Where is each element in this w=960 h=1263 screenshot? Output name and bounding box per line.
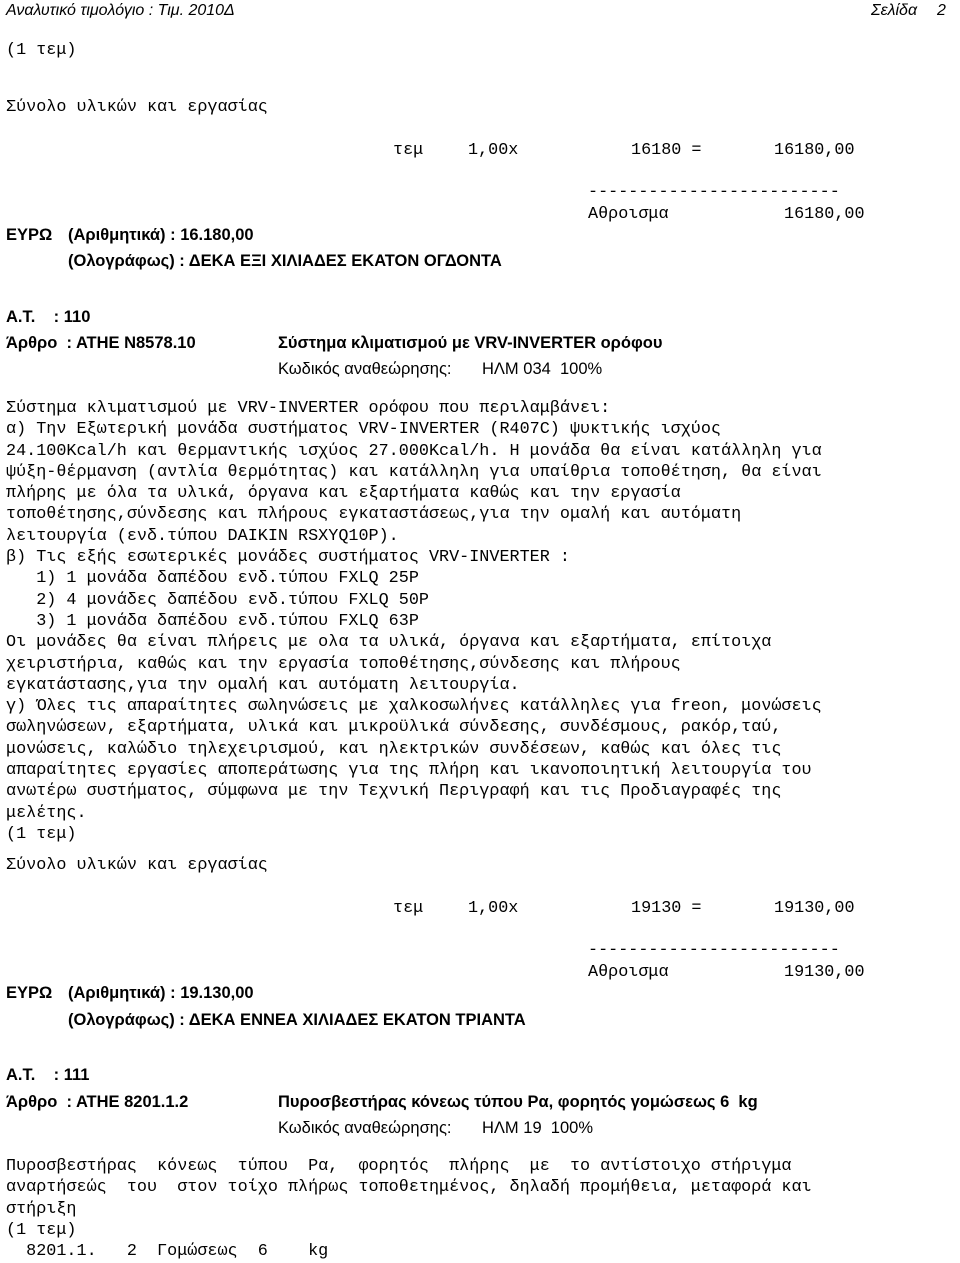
sum-label: Αθροισμα	[588, 205, 669, 224]
item-code: Α.Τ. : 111	[6, 1066, 90, 1084]
calc-qty: 1,00x	[468, 899, 519, 918]
document-header-title: Αναλυτικό τιμολόγιο : Τιμ. 2010Δ	[6, 2, 235, 19]
currency-label: ΕΥΡΩ	[6, 984, 53, 1002]
revision-label: Κωδικός αναθεώρησης:	[278, 360, 452, 378]
description-line: αναρτήσεώς του στον τοίχο πλήρως τοποθετημένος, δηλαδή προμήθεια, μεταφορά και	[6, 1178, 812, 1198]
sum-divider: -------------------------	[588, 183, 840, 202]
description-line: 8201.1. 2 Γομώσεως 6 kg	[6, 1242, 329, 1262]
amount-words: (Ολογράφως) : ΔΕΚΑ ΕΝΝΕΑ ΧΙΛΙΑΔΕΣ ΕΚΑΤΟΝ ΤΡΙΑΝΤΑ	[68, 1011, 526, 1029]
sum-divider: -------------------------	[588, 941, 840, 960]
item-description	[6, 1156, 946, 1262]
description-line: τοποθέτησης,σύνδεσης και πλήρους εγκαταστάσεως,για την ομαλή και αυτόματη	[6, 505, 742, 525]
description-line: πλήρης με όλα τα υλικά, όργανα και εξαρτήματα καθώς και την εργασία	[6, 484, 681, 504]
calc-result: 19130,00	[774, 899, 855, 918]
description-line: γ) Όλες τις απαραίτητες σωληνώσεις με χαλκοσωλήνες κατάλληλες για freon, μονώσεις	[6, 697, 822, 717]
revision-value: ΗΛΜ 034 100%	[482, 360, 603, 378]
calc-price: 16180 =	[631, 141, 702, 160]
sum-label: Αθροισμα	[588, 963, 669, 982]
description-line: χειριστήρια, καθώς και την εργασία τοποθέτησης,σύνδεσης και πλήρους	[6, 654, 681, 674]
sum-value: 16180,00	[784, 205, 865, 224]
description-line: στήριξη	[6, 1199, 77, 1219]
calc-unit: τεμ	[393, 141, 424, 160]
sum-value: 19130,00	[784, 963, 865, 982]
description-line: μονώσεις, καλώδιο τηλεχειρισμού, και ηλεκτρικών συνδέσεων, καθώς και όλες τις	[6, 739, 782, 759]
description-line: απαραίτητες εργασίες αποπεράτωσης για της πλήρη και ικανοποιητική λειτουργία του	[6, 761, 812, 781]
description-line: α) Την Εξωτερική μονάδα συστήματος VRV-INVERTER (R407C) ψυκτικής ισχύος	[6, 420, 721, 440]
amount-numeric: (Αριθμητικά) : 16.180,00	[68, 226, 254, 244]
total-label: Σύνολο υλικών και εργασίας	[6, 856, 268, 875]
calc-price: 19130 =	[631, 899, 702, 918]
description-line: (1 τεμ)	[6, 1220, 77, 1240]
description-line: λειτουργία (ενδ.τύπου DAIKIN RSXYQ10P).	[6, 526, 399, 546]
description-line: Σύστημα κλιματισμού με VRV-INVERTER ορόφου που περιλαμβάνει:	[6, 399, 611, 418]
currency-label: ΕΥΡΩ	[6, 226, 53, 244]
item-title: Πυροσβεστήρας κόνεως τύπου Ρα, φορητός γομώσεως 6 kg	[278, 1093, 758, 1111]
description-line: (1 τεμ)	[6, 824, 77, 844]
description-line: ανωτέρω συστήματος, σύμφωνα με την Τεχνική Περιγραφή και τις Προδιαγραφές της	[6, 782, 782, 802]
item-code: Α.Τ. : 110	[6, 308, 91, 326]
description-line: 1) 1 μονάδα δαπέδου ενδ.τύπου FXLQ 25P	[6, 569, 419, 589]
page-label: Σελίδα	[871, 2, 918, 19]
calc-result: 16180,00	[774, 141, 855, 160]
amount-numeric: (Αριθμητικά) : 19.130,00	[68, 984, 254, 1002]
description-line: 2) 4 μονάδες δαπέδου ενδ.τύπου FXLQ 50P	[6, 590, 429, 610]
article-code: Άρθρο : ΑΤΗΕ 8201.1.2	[6, 1093, 189, 1111]
unit-line: (1 τεμ)	[6, 41, 77, 60]
revision-label: Κωδικός αναθεώρησης:	[278, 1119, 452, 1137]
item-title: Σύστημα κλιματισμού με VRV-INVERTER ορόφου	[278, 334, 663, 352]
description-line: ψύξη-θέρμανση (αντλία θερμότητας) και κατάλληλη για υπαίθρια τοποθέτηση, θα είναι	[6, 462, 822, 482]
description-line: β) Τις εξής εσωτερικές μονάδες συστήματος VRV-INVERTER :	[6, 548, 570, 568]
calc-qty: 1,00x	[468, 141, 519, 160]
description-line: εγκατάστασης,για την ομαλή και αυτόματη λειτουργία.	[6, 675, 520, 695]
description-line: 3) 1 μονάδα δαπέδου ενδ.τύπου FXLQ 63P	[6, 611, 419, 631]
calc-unit: τεμ	[393, 899, 424, 918]
description-line: σωληνώσεων, εξαρτήματα, υλικά και μικροϋλικά σύνδεσης, συνδέσμους, ρακόρ,ταύ,	[6, 718, 782, 738]
description-line: Πυροσβεστήρας κόνεως τύπου Ρα, φορητός πλήρης με το αντίστοιχο στήριγμα	[6, 1157, 792, 1176]
revision-value: ΗΛΜ 19 100%	[482, 1119, 593, 1137]
total-label: Σύνολο υλικών και εργασίας	[6, 98, 268, 117]
item-description	[6, 398, 946, 845]
amount-words: (Ολογράφως) : ΔΕΚΑ ΕΞΙ ΧΙΛΙΑΔΕΣ ΕΚΑΤΟΝ ΟΓΔΟΝΤΑ	[68, 252, 502, 270]
page-number: 2	[937, 2, 946, 19]
description-line: 24.100Kcal/h και θερμαντικής ισχύος 27.000Kcal/h. Η μονάδα θα είναι κατάλληλη για	[6, 441, 822, 461]
description-line: Οι μονάδες θα είναι πλήρεις με ολα τα υλικά, όργανα και εξαρτήματα, επίτοιχα	[6, 633, 772, 653]
article-code: Άρθρο : ΑΤΗΕ Ν8578.10	[6, 334, 196, 352]
description-line: μελέτης.	[6, 803, 87, 823]
